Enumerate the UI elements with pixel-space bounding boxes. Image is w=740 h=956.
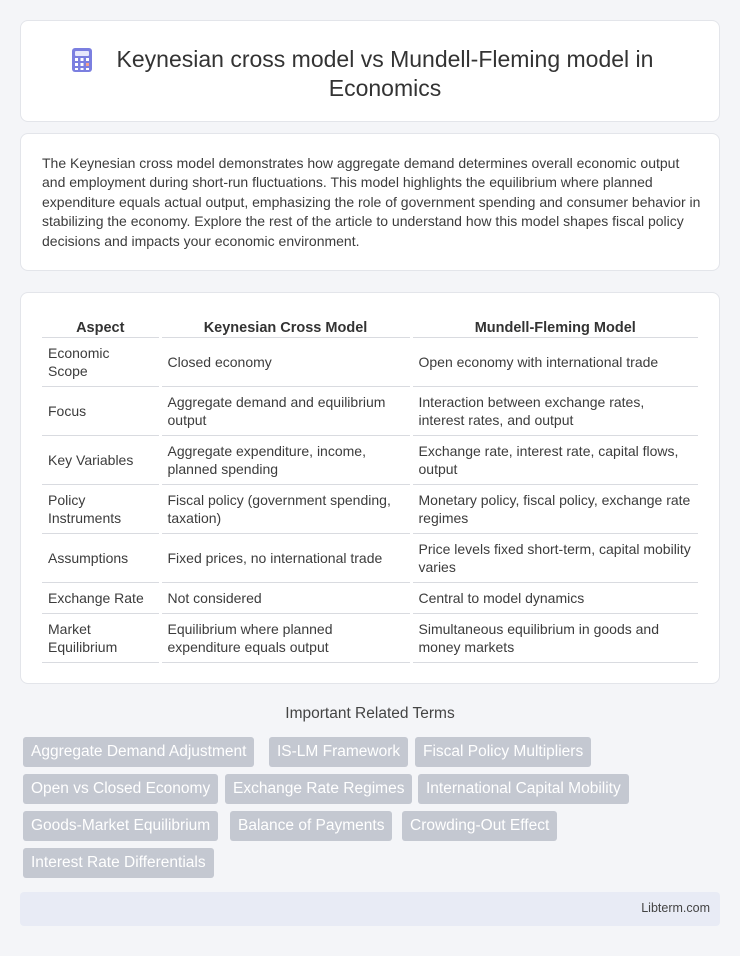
table-cell: Economic Scope xyxy=(42,337,160,386)
footer-bar xyxy=(20,892,720,926)
comparison-card xyxy=(20,292,720,684)
table-row xyxy=(42,613,698,662)
table-cell: Exchange rate, interest rate, capital flows, output xyxy=(411,435,698,484)
related-term-tag[interactable]: Crowding-Out Effect xyxy=(402,811,557,841)
related-term-tag[interactable]: International Capital Mobility xyxy=(418,774,629,804)
table-header-row xyxy=(42,316,698,337)
table-row xyxy=(42,533,698,582)
table-cell: Closed economy xyxy=(160,337,411,386)
table-cell: Not considered xyxy=(160,582,411,613)
table-cell: Simultaneous equilibrium in goods and money markets xyxy=(411,613,698,662)
intro-card xyxy=(20,133,720,271)
footer-site-link[interactable]: Libterm.com xyxy=(641,901,710,915)
related-term-tag[interactable]: Interest Rate Differentials xyxy=(23,848,214,878)
table-row xyxy=(42,337,698,386)
intro-paragraph: The Keynesian cross model demonstrates how aggregate demand determines overall economic output and employment during short-run fluctuations. This model highlights the equilibrium where planned expenditure equals actual output, emphasizing the role of government spending and consumer behavior in stabilizing the economy. Explore the rest of the article to understand how this model shapes fiscal policy decisions and impacts your economic environment. xyxy=(42,155,701,249)
table-row xyxy=(42,386,698,435)
related-terms-heading: Important Related Terms xyxy=(285,705,455,722)
table-cell: Monetary policy, fiscal policy, exchange rate regimes xyxy=(411,484,698,533)
comparison-table xyxy=(42,316,698,663)
related-term-tag[interactable]: Balance of Payments xyxy=(230,811,392,841)
table-cell: Key Variables xyxy=(42,435,160,484)
page-title: Keynesian cross model vs Mundell-Fleming model in Economics xyxy=(116,46,654,101)
table-row xyxy=(42,582,698,613)
table-cell: Market Equilibrium xyxy=(42,613,160,662)
related-term-tag[interactable]: Open vs Closed Economy xyxy=(23,774,218,804)
table-cell: Fixed prices, no international trade xyxy=(160,533,411,582)
table-cell: Open economy with international trade xyxy=(411,337,698,386)
table-cell: Policy Instruments xyxy=(42,484,160,533)
table-cell: Aggregate expenditure, income, planned spending xyxy=(160,435,411,484)
table-cell: Assumptions xyxy=(42,533,160,582)
table-cell: Focus xyxy=(42,386,160,435)
table-row xyxy=(42,435,698,484)
table-cell: Equilibrium where planned expenditure equals output xyxy=(160,613,411,662)
table-cell: Exchange Rate xyxy=(42,582,160,613)
table-cell: Fiscal policy (government spending, taxation) xyxy=(160,484,411,533)
related-term-tag[interactable]: Exchange Rate Regimes xyxy=(225,774,412,804)
column-header-mundell-fleming: Mundell-Fleming Model xyxy=(411,316,698,337)
column-header-aspect: Aspect xyxy=(42,316,160,337)
related-term-tag[interactable]: IS-LM Framework xyxy=(269,737,408,767)
table-cell: Price levels fixed short-term, capital mobility varies xyxy=(411,533,698,582)
table-cell: Interaction between exchange rates, interest rates, and output xyxy=(411,386,698,435)
related-term-tag[interactable]: Fiscal Policy Multipliers xyxy=(415,737,591,767)
related-term-tag[interactable]: Aggregate Demand Adjustment xyxy=(23,737,254,767)
column-header-keynesian: Keynesian Cross Model xyxy=(160,316,411,337)
table-row xyxy=(42,484,698,533)
table-cell: Central to model dynamics xyxy=(411,582,698,613)
related-term-tag[interactable]: Goods-Market Equilibrium xyxy=(23,811,218,841)
table-cell: Aggregate demand and equilibrium output xyxy=(160,386,411,435)
title-card xyxy=(20,20,720,122)
